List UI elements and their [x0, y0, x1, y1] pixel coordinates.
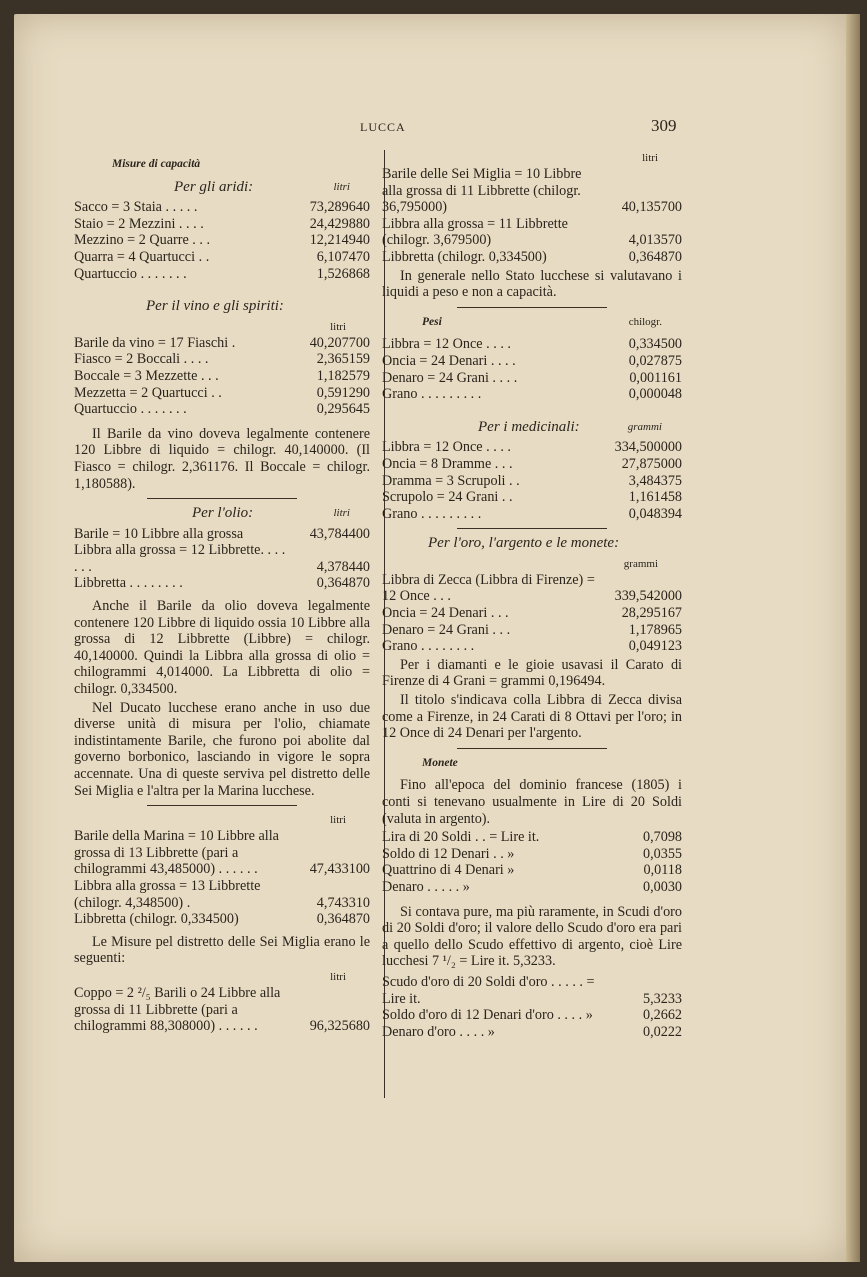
row-value: 0,364870 [316, 575, 370, 592]
table-row [74, 368, 370, 385]
paragraph-titolo: Il titolo s'indicava colla Libbra di Zecca divisa come a Firenze, in 24 Carati di 8 Ottavi per l'oro; in 12 Once di 24 Denari per l'argento. [382, 692, 682, 742]
unit-olio: litri [333, 507, 350, 520]
table-row [382, 1007, 682, 1024]
pesi-heading-text: Pesi [422, 315, 442, 328]
table-row [382, 572, 682, 605]
table-row [74, 575, 370, 592]
left-column [74, 150, 370, 1035]
row-value: 4,378440 [316, 558, 370, 575]
section-heading-pesi [422, 314, 682, 331]
row-label: Oncia = 8 Dramme . . . [382, 455, 513, 472]
table-row [74, 335, 370, 352]
paragraph-seimiglia: Le Misure pel distretto delle Sei Miglia erano le seguenti: [74, 933, 370, 967]
row-label: Denaro d'oro . . . . » [382, 1023, 495, 1040]
table-row [74, 542, 370, 575]
row-label: Grano . . . . . . . . [382, 638, 475, 655]
row-label: Mezzino = 2 Quarre . . . [74, 232, 211, 249]
table-row [74, 985, 370, 1035]
unit-oro: grammi [623, 557, 658, 570]
row-value: 0,000048 [628, 386, 682, 403]
table-row [382, 249, 682, 266]
row-value: 0,048394 [628, 505, 682, 522]
row-label: Barile = 10 Libbre alla grossa [74, 525, 244, 542]
table-row [382, 879, 682, 896]
table-seimiglia-barile [382, 166, 682, 266]
table-vino [74, 335, 370, 418]
row-value: 0,0222 [642, 1023, 682, 1040]
table-medicinali [382, 439, 682, 522]
table-monete [382, 829, 682, 895]
row-value: 1,182579 [316, 367, 370, 384]
row-label: Soldo di 12 Denari . . » [382, 845, 515, 862]
row-value: 0,027875 [628, 352, 682, 369]
subheading-aridi [74, 179, 370, 196]
row-label: Lira di 20 Soldi . . = Lire it. [382, 829, 540, 846]
paragraph-diamanti: Per i diamanti e le gioie usavasi il Carato di Firenze di 4 Grani = grammi 0,196494. [382, 656, 682, 690]
row-value: 0,334500 [628, 336, 682, 353]
row-value: 0,364870 [316, 911, 370, 928]
table-aridi [74, 199, 370, 282]
row-value: 43,784400 [309, 525, 370, 542]
row-value: 0,0030 [642, 878, 682, 895]
row-label: Libbretta (chilogr. 0,334500) [74, 911, 239, 928]
row-label: Coppo = 2 ²/₅ Barili o 24 Libbre alla grossa di 11 Libbrette (pari a chilogrammi 88,308000) . . . . . . [74, 984, 281, 1035]
row-value: 0,7098 [642, 829, 682, 846]
row-label: Libbra alla grossa = 12 Libbrette. . . . . . . [74, 542, 286, 575]
row-label: Boccale = 3 Mezzette . . . [74, 367, 219, 384]
rule [457, 528, 607, 529]
subheading-vino: Per il vino e gli spiriti: [146, 298, 284, 315]
row-value: 0,001161 [629, 369, 682, 386]
row-label: Libbra alla grossa = 11 Libbrette (chilogr. 3,679500) [382, 215, 568, 249]
page-number: 309 [651, 116, 677, 135]
table-row [382, 506, 682, 523]
row-label: Staio = 2 Mezzini . . . . [74, 215, 204, 232]
table-row [382, 370, 682, 387]
table-scudi [382, 974, 682, 1040]
row-value: 1,161458 [628, 489, 682, 506]
table-row [74, 351, 370, 368]
row-value: 12,214940 [309, 232, 370, 249]
table-row [74, 526, 370, 543]
row-label: Barile della Marina = 10 Libbre alla grossa di 13 Libbrette (pari a chilogrammi 43,485000) . . . . . . [74, 828, 279, 878]
rule [457, 307, 607, 308]
table-row [74, 385, 370, 402]
paragraph-vino: Il Barile da vino doveva legalmente contenere 120 Libbre di liquido = chilogr. 40,140000. (Il Fiasco = chilogr. 2,361176. Il Boccale = chilogr. 1,180588). [74, 425, 370, 492]
section-heading-monete: Monete [422, 756, 458, 769]
table-row [74, 828, 370, 878]
table-row [74, 232, 370, 249]
subheading-aridi-text: Per gli aridi: [174, 178, 254, 195]
row-value: 6,107470 [316, 248, 370, 265]
unit-vino: litri [330, 320, 346, 333]
row-value: 73,289640 [309, 199, 370, 216]
row-value: 47,433100 [309, 861, 370, 878]
table-row [382, 456, 682, 473]
row-value: 28,295167 [621, 605, 682, 622]
row-label: Scudo d'oro di 20 Soldi d'oro . . . . . = Lire it. [382, 973, 595, 1007]
row-label: Denaro = 24 Grani . . . . [382, 369, 518, 386]
row-value: 0,2662 [642, 1007, 682, 1024]
row-label: Libbretta (chilogr. 0,334500) [382, 248, 547, 265]
row-label: Fiasco = 2 Boccali . . . . [74, 351, 209, 368]
table-olio [74, 526, 370, 592]
row-value: 0,364870 [628, 248, 682, 265]
table-seimiglia [74, 985, 370, 1035]
table-row [74, 266, 370, 283]
row-label: Quartuccio . . . . . . . [74, 265, 187, 282]
table-row [74, 878, 370, 911]
subheading-oro: Per l'oro, l'argento e le monete: [428, 535, 620, 552]
table-row [382, 353, 682, 370]
table-row [382, 489, 682, 506]
row-value: 3,484375 [628, 472, 682, 489]
unit-medicinali: grammi [627, 420, 662, 433]
rule [147, 498, 297, 499]
unit-pesi: chilogr. [628, 315, 662, 328]
table-row [382, 829, 682, 846]
row-value: 40,135700 [621, 199, 682, 216]
table-row [74, 249, 370, 266]
row-label: Mezzetta = 2 Quartucci . . [74, 384, 222, 401]
row-label: Sacco = 3 Staia . . . . . [74, 199, 198, 216]
table-row [382, 638, 682, 655]
running-header: LUCCA [360, 120, 406, 134]
row-value: 0,591290 [316, 384, 370, 401]
row-value: 27,875000 [621, 455, 682, 472]
unit-seimiglia: litri [330, 970, 346, 983]
table-row [382, 216, 682, 249]
row-label: Denaro = 24 Grani . . . [382, 621, 511, 638]
table-row [382, 622, 682, 639]
row-label: Scrupolo = 24 Grani . . [382, 489, 513, 506]
paragraph-olio-1: Anche il Barile da olio doveva legalmente contenere 120 Libbre di liquido ossia 10 Libbre alla grossa di 12 Libbrette (Libbre) = chilogr. 40,140000. Quindi la Libbra alla grossa di olio = chilogrammi 4,014000. La Libbretta di olio = chilogr. 0,334500. [74, 598, 370, 698]
table-row [74, 216, 370, 233]
row-label: Quattrino di 4 Denari » [382, 862, 515, 879]
row-value: 0,049123 [628, 638, 682, 655]
rule [147, 805, 297, 806]
table-row [382, 439, 682, 456]
row-label: Libbra = 12 Once . . . . [382, 336, 511, 353]
row-label: Libbra di Zecca (Libbra di Firenze) = 12 Once . . . [382, 571, 595, 605]
subheading-olio-text: Per l'olio: [192, 505, 254, 522]
row-value: 0,295645 [316, 401, 370, 418]
unit-marina: litri [330, 814, 346, 827]
paragraph-liquidi: In generale nello Stato lucchese si valutavano i liquidi a peso e non a capacità. [382, 267, 682, 301]
row-value: 2,365159 [316, 351, 370, 368]
row-value: 5,3233 [642, 990, 682, 1007]
section-heading-capacita: Misure di capacità [112, 158, 201, 170]
table-row [382, 386, 682, 403]
row-value: 40,207700 [309, 334, 370, 351]
subheading-medicinali-text: Per i medicinali: [478, 418, 580, 435]
row-label: Quartuccio . . . . . . . [74, 401, 187, 418]
row-label: Denaro . . . . . » [382, 878, 470, 895]
row-label: Barile delle Sei Miglia = 10 Libbre alla grossa di 11 Libbrette (chilogr. 36,795000) [382, 166, 582, 216]
right-column [382, 150, 682, 1040]
table-row [382, 1024, 682, 1041]
table-row [382, 862, 682, 879]
row-label: Libbretta . . . . . . . . [74, 575, 183, 592]
table-row [74, 911, 370, 928]
paragraph-scudi: Si contava pure, ma più raramente, in Scudi d'oro di 20 Soldi d'oro; il valore dello Scudo d'oro era pari a quello dello Scudo effettivo di argento, cioè Lire lucchesi 7 ¹/₂ = Lire it. 5,3233. [382, 903, 682, 970]
row-value: 24,429880 [309, 215, 370, 232]
subheading-medicinali [382, 419, 682, 436]
row-label: Libbra alla grossa = 13 Libbrette (chilogr. 4,348500) . [74, 877, 261, 911]
row-label: Grano . . . . . . . . . [382, 505, 482, 522]
table-row [382, 605, 682, 622]
table-oro [382, 572, 682, 655]
row-label: Barile da vino = 17 Fiaschi . [74, 334, 236, 351]
row-label: Oncia = 24 Denari . . . [382, 605, 509, 622]
table-row [74, 199, 370, 216]
row-value: 96,325680 [309, 1018, 370, 1035]
row-label: Soldo d'oro di 12 Denari d'oro . . . . » [382, 1007, 593, 1024]
table-row [382, 846, 682, 863]
row-label: Grano . . . . . . . . . [382, 386, 482, 403]
row-value: 1,526868 [316, 265, 370, 282]
row-label: Oncia = 24 Denari . . . . [382, 352, 516, 369]
row-label: Quarra = 4 Quartucci . . [74, 248, 210, 265]
table-row [382, 166, 682, 216]
row-label: Libbra = 12 Once . . . . [382, 439, 511, 456]
paragraph-olio-2: Nel Ducato lucchese erano anche in uso due diverse unità di misura per l'olio, chiamate indistintamente Barile, che furono poi abolite dal governo borbonico, lasciando in vigore le sopra accennate. Una di queste serviva pel distretto delle Sei Miglia e l'altra per la Marina lucchese. [74, 699, 370, 799]
rule [457, 748, 607, 749]
table-marina [74, 828, 370, 928]
table-pesi [382, 336, 682, 402]
row-value: 4,743310 [316, 894, 370, 911]
row-value: 334,500000 [614, 439, 682, 456]
paragraph-monete: Fino all'epoca del dominio francese (1805) i conti si tenevano usualmente in Lire di 20 Soldi (valuta in argento). [382, 777, 682, 827]
row-value: 0,0118 [643, 862, 682, 879]
table-row [382, 974, 682, 1007]
unit-aridi: litri [333, 180, 350, 193]
page-edge [846, 14, 860, 1262]
table-row [74, 401, 370, 418]
row-value: 4,013570 [628, 232, 682, 249]
subheading-olio [74, 505, 370, 522]
table-row [382, 336, 682, 353]
row-value: 0,0355 [642, 845, 682, 862]
row-value: 1,178965 [628, 621, 682, 638]
row-label: Dramma = 3 Scrupoli . . [382, 472, 520, 489]
table-row [382, 473, 682, 490]
row-value: 339,542000 [614, 588, 682, 605]
unit-top: litri [642, 152, 658, 164]
